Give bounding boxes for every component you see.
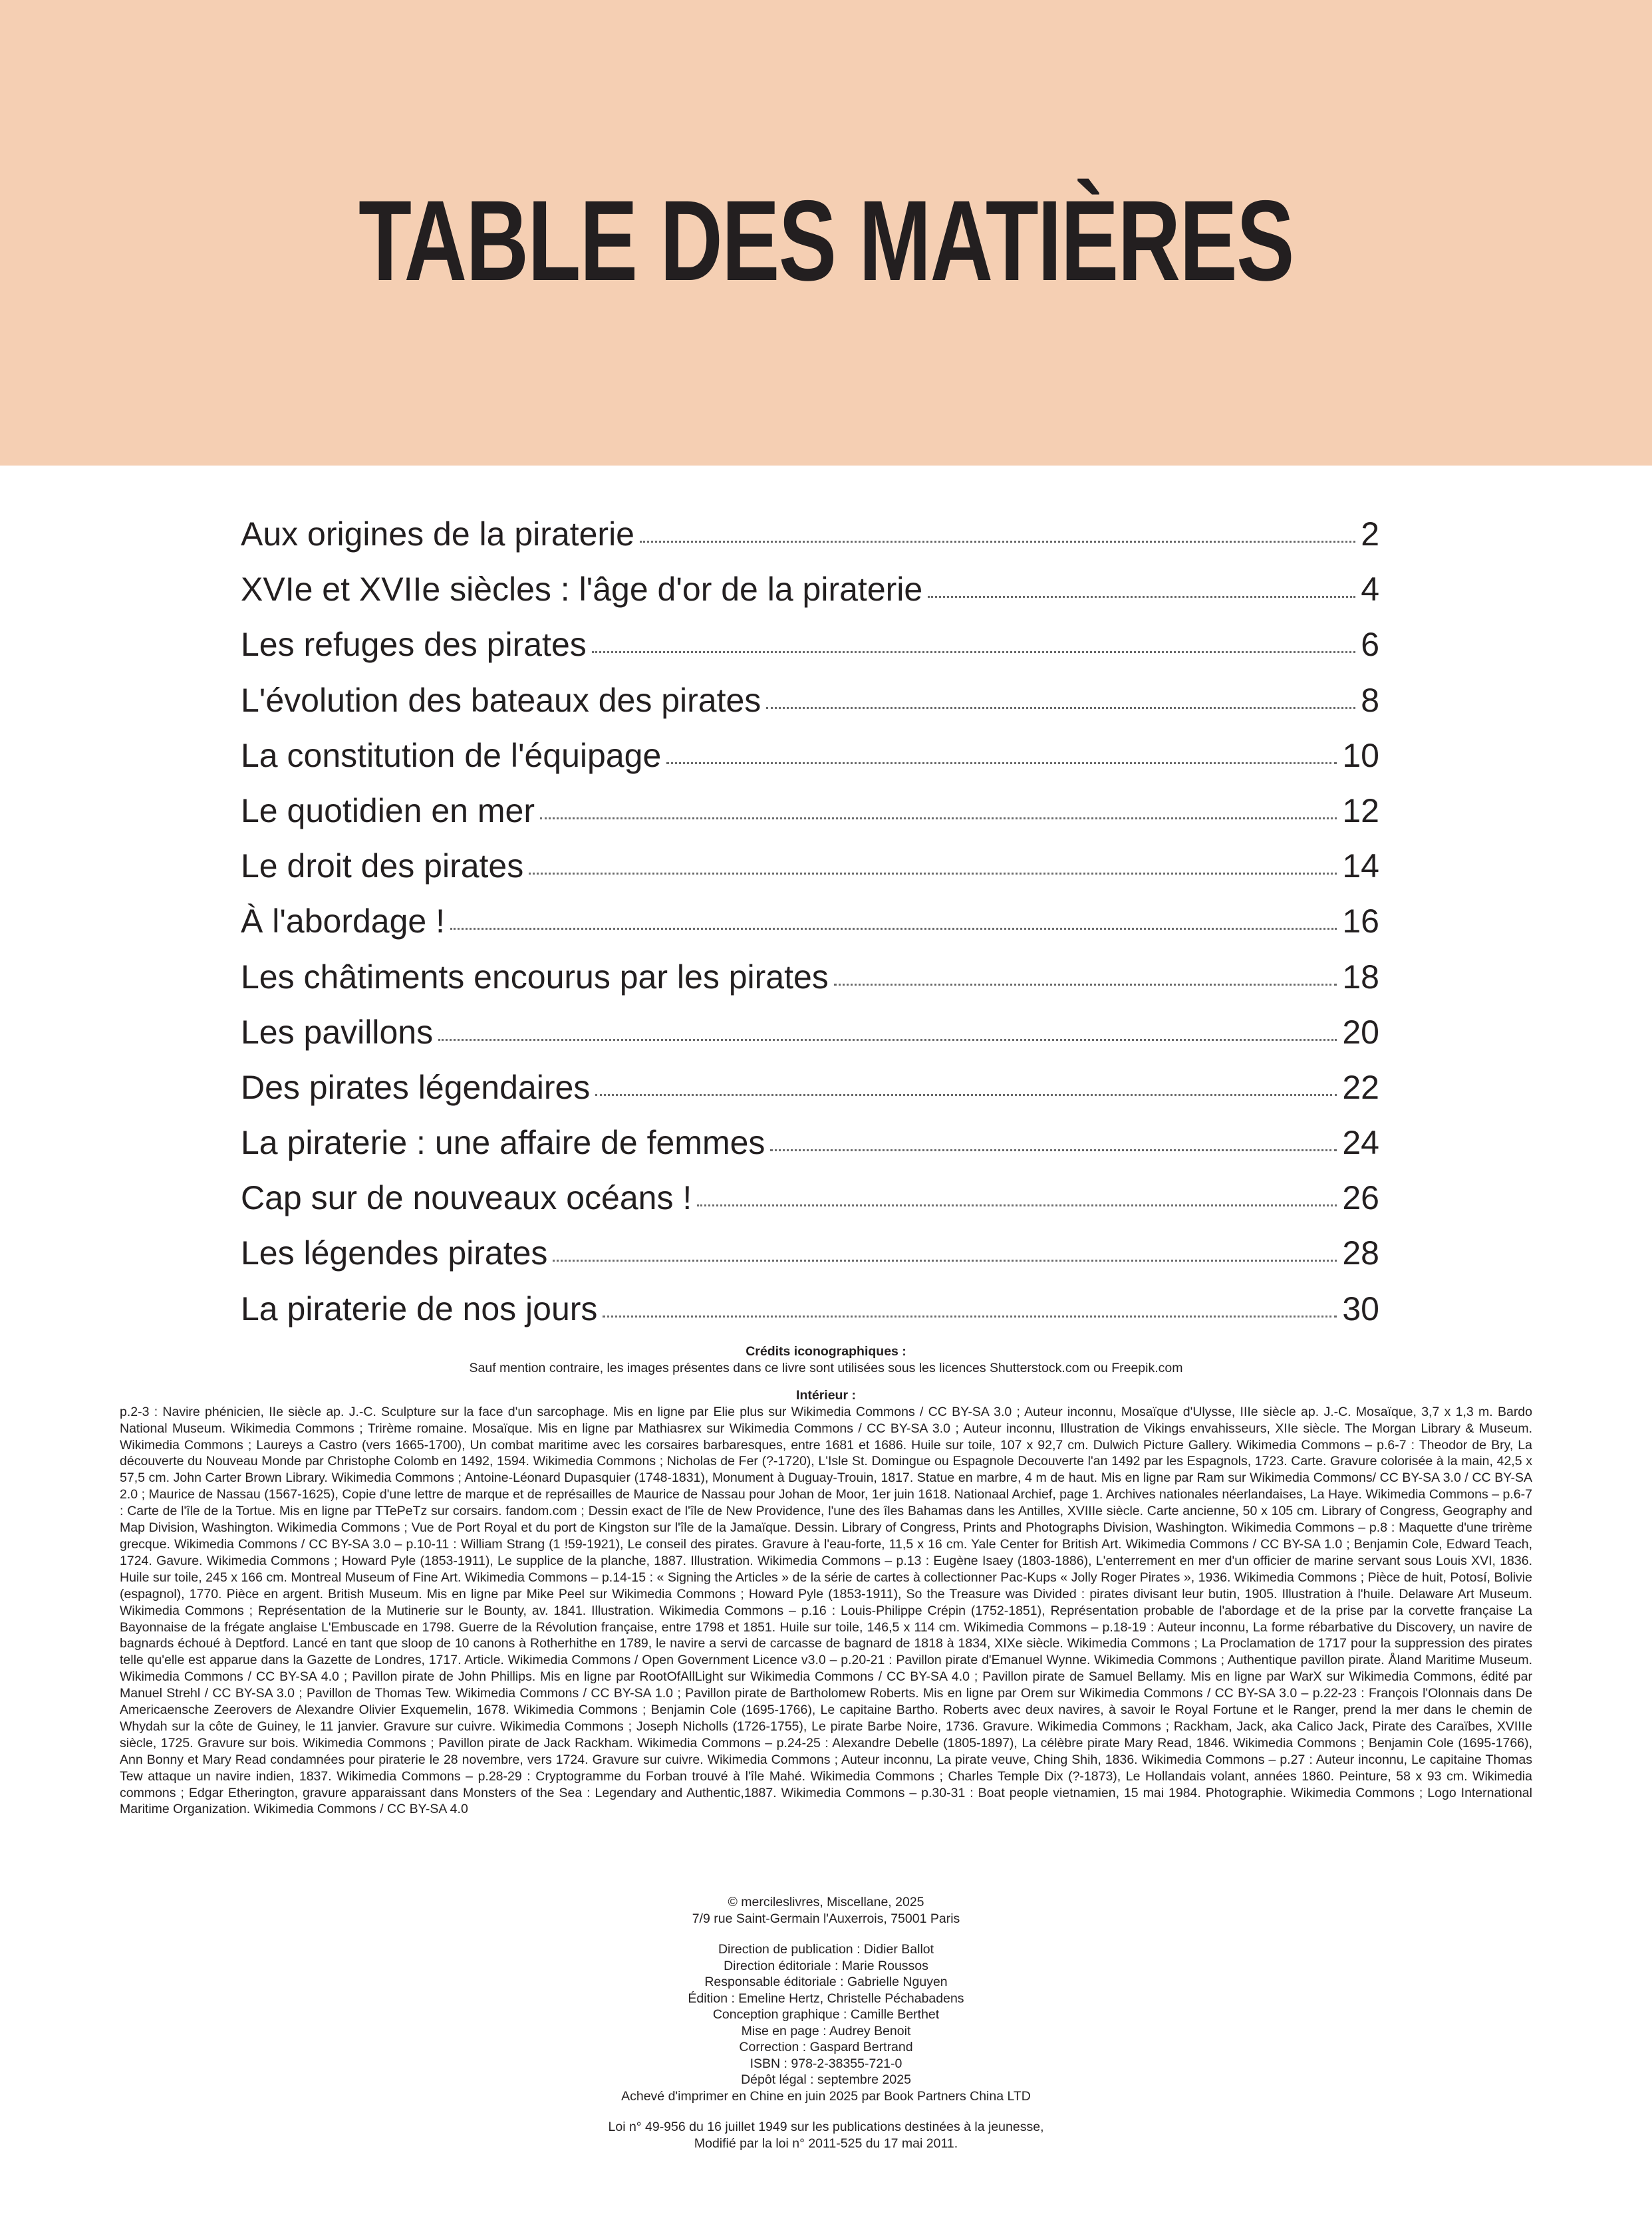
- dot-leader: [770, 1149, 1337, 1151]
- picture-credits: [120, 1343, 1532, 1818]
- toc-entry: [241, 1171, 1379, 1226]
- toc-entry: [241, 1282, 1379, 1337]
- dot-leader: [592, 651, 1355, 653]
- toc-entry-title: L'évolution des bateaux des pirates: [241, 681, 761, 719]
- dot-leader: [666, 762, 1337, 764]
- page-title: TABLE DES MATIÈRES: [358, 177, 1294, 305]
- dot-leader: [595, 1094, 1337, 1096]
- dot-leader: [928, 596, 1355, 598]
- toc-entry-page: 10: [1342, 736, 1379, 774]
- law-line: Modifié par la loi n° 2011-525 du 17 mai 2011.: [694, 2136, 958, 2151]
- toc-entry: [241, 950, 1379, 1005]
- imprint: [0, 1894, 1652, 2152]
- toc-entry: [241, 507, 1379, 562]
- toc-entry: [241, 1060, 1379, 1115]
- toc-entry-page: 12: [1342, 791, 1379, 829]
- dot-leader: [834, 984, 1337, 986]
- toc-entry-page: 4: [1361, 571, 1379, 609]
- toc-entry-title: Les légendes pirates: [241, 1234, 548, 1272]
- toc-entry-title: Aux origines de la piraterie: [241, 515, 634, 553]
- toc-entry: [241, 562, 1379, 617]
- dot-leader: [640, 541, 1355, 543]
- toc-entry: [241, 1226, 1379, 1281]
- toc-entry-page: 2: [1361, 515, 1379, 553]
- dot-leader: [540, 817, 1337, 819]
- staff-line: Direction de publication : Didier Ballot: [718, 1942, 934, 1957]
- credits-intro: Sauf mention contraire, les images présentes dans ce livre sont utilisées sous les licences Shutterstock.com ou Freepik.com: [469, 1360, 1183, 1375]
- toc-entry-title: À l'abordage !: [241, 903, 445, 940]
- legal-deposit-line: Dépôt légal : septembre 2025: [741, 2072, 911, 2087]
- toc-entry-title: Des pirates légendaires: [241, 1068, 591, 1106]
- isbn-line: ISBN : 978-2-38355-721-0: [750, 2056, 902, 2071]
- toc-entry-page: 18: [1342, 958, 1379, 996]
- toc-entry-title: Les refuges des pirates: [241, 626, 587, 664]
- toc-entry-page: 22: [1342, 1068, 1379, 1106]
- staff-line: Direction éditoriale : Marie Roussos: [724, 1958, 928, 1973]
- interior-credits-text: p.2-3 : Navire phénicien, IIe siècle ap. J.-C. Sculpture sur la face d'un sarcophage. Mis en ligne par Elie plus sur Wikimedia Commons / CC BY-SA 3.0 ; Auteur inconnu, Mosaïque d'Ulysse, IIIe siècle ap. J.-C. Mosaïque, 3,7 x 1,3 m. Bardo National Museum. Wikimedia Commons ; Trirème romaine. Mosaïque. Mis en ligne par Mathiasrex sur Wikimedia Commons / CC BY-SA 3.0 ; Auteur inconnu, Illustration de Vikings envahisseurs, XIIe siècle. The Morgan Library & Museum. Wikimedia Commons ; Laureys a Castro (vers 1665-1700), Un combat maritime avec les corsaires barbaresques, entre 1681 et 1686. Huile sur toile, 107 x 92,7 cm. Dulwich Picture Gallery. Wikimedia Commons – p.6-7 : Theodor de Bry, La découverte du Nouveau Monde par Christophe Colomb en 1492, 1594. Wikimedia Commons ; Nicholas de Fer (?-1720), L'Isle St. Domingue ou Espagnole Decouverte l'an 1492 par les Espagnols, 1723. Carte. Gravure colorisée à la main, 42,5 x 57,5 cm. John Carter Brown Library. Wikimedia Commons ; Antoine-Léonard Dupasquier (1748-1831), Monument à Duguay-Trouin, 1817. Statue en marbre, 4 m de haut. Mis en ligne par Ram sur Wikimedia Commons/ CC BY-SA 3.0 / CC BY-SA 2.0 ; Maurice de Nassau (1567-1625), Copie d'une lettre de marque et de représailles de Maurice de Nassau pour Johan de Moor, 1er juin 1618. Nationaal Archief, page 1. Archives nationales néerlandaises, La Haye. Wikimedia Commons – p.6-7 : Carte de l'île de la Tortue. Mis en ligne par TTePeTz sur corsairs. fandom.com ; Dessin exact de l'île de New Providence, l'une des îles Bahamas dans les Antilles, XVIIIe siècle. Carte ancienne, 50 x 105 cm. Library of Congress, Geography and Map Division, Washington. Wikimedia Commons ; Vue de Port Royal et du port de Kingston sur l'île de la Jamaïque. Dessin. Library of Congress, Prints and Photographs Division, Washington. Wikimedia Commons – p.8 : Maquette d'une trirème grecque. Wikimedia Commons / CC BY-SA 3.0 – p.10-11 : William Strang (1 !59-1921), Le conseil des pirates. Gravure à l'eau-forte, 11,5 x 16 cm. Yale Center for British Art. Wikimedia Commons / CC BY-SA 1.0 ; Benjamin Cole, Edward Teach, 1724. Gavure. Wikimedia Commons ; Howard Pyle (1853-1911), Le supplice de la planche, 1887. Illustration. Wikimedia Commons – p.13 : Eugène Isaey (1803-1886), L'enterrement en mer d'un officier de marine servant sous Louis XVI, 1836. Huile sur toile, 245 x 166 cm. Montreal Museum of Fine Art. Wikimedia Commons – p.14-15 : « Signing the Articles » de la série de cartes à collectionner Pac-Kups « Jolly Roger Pirates », 1936. Wikimedia Commons ; Pièce de huit, Potosí, Bolivie (espagnol), 1770. Pièce en argent. British Museum. Mis en ligne par Mike Peel sur Wikimedia Commons ; Howard Pyle (1853-1911), So the Treasure was Divided : pirates divisant leur butin, 1905. Illustration à l'huile. Delaware Art Museum. Wikimedia Commons ; Représentation de la Mutinerie sur le Bounty, av. 1841. Illustration. Wikimedia Commons – p.16 : Louis-Philippe Crépin (1752-1851), Représentation probable de l'abordage et de la prise par la corvette française La Bayonnaise de la frégate anglaise L'Embuscade en 1798. Guerre de la Révolution française, entre 1798 et 1851. Huile sur toile, 146,5 x 114 cm. Wikimedia Commons – p.18-19 : Auteur inconnu, La forme rébarbative du Discovery, un navire de bagnards échoué à Deptford. Lancé en tant que sloop de 10 canons à Rotherhithe en 1789, le navire a servi de carcasse de bagnard de 1818 à 1834, XIXe siècle. Wikimedia Commons ; La Proclamation de 1717 pour la suppression des pirates telle qu'elle est apparue dans la Gazette de Londres, 1717. Article. Wikimedia Commons / Open Government Licence v3.0 – p.20-21 : Pavillon pirate d'Emanuel Wynne. Wikimedia Commons ; Authentique pavillon pirate. Åland Maritime Museum. Wikimedia Commons / CC BY-SA 4.0 ; Pavillon pirate de John Phillips. Mis en ligne par RootOfAllLight sur Wikimedia Commons / CC BY-SA 4.0 ; Pavillon pirate de Samuel Bellamy. Mis en ligne par WarX sur Wikimedia Commons, édité par Manuel Strehl / CC BY-SA 3.0 ; Pavillon de Thomas Tew. Wikimedia Commons / CC BY-SA 1.0 ; Pavillon pirate de Bartholomew Roberts. Mis en ligne par Orem sur Wikimedia Commons / CC BY-SA 3.0 – p.22-23 : François l'Olonnais dans De Americaensche Zeerovers de Alexandre Olivier Exquemelin, 1678. Wikimedia Commons ; Benjamin Cole (1695-1766), Le capitaine Bartho. Roberts avec deux navires, à savoir le Royal Fortune et le Ranger, prend la mer dans le chemin de Whydah sur la côte de Guiney, le 11 janvier. Gravure sur cuivre. Wikimedia Commons ; Joseph Nicholls (1726-1755), Le pirate Barbe Noire, 1736. Gravure. Wikimedia Commons ; Rackham, Jack, aka Calico Jack, Pirate des Caraïbes, XVIIIe siècle, 1725. Gravure sur bois. Wikimedia Commons ; Pavillon pirate de Jack Rackham. Wikimedia Commons – p.24-25 : Alexandre Debelle (1805-1897), La célèbre pirate Mary Read, 1846. Wikimedia Commons ; Benjamin Cole (1695-1766), Ann Bonny et Mary Read condamnées pour piraterie le 28 novembre, vers 1724. Gravure sur cuivre. Wikimedia Commons ; Auteur inconnu, La pirate veuve, Ching Shih, 1836. Wikimedia Commons – p.27 : Auteur inconnu, Le capitaine Thomas Tew attaque un navire indien, 1837. Wikimedia Commons – p.28-29 : Cryptogramme du Forban trouvé à l'île Mahé. Wikimedia Commons ; Charles Temple Dix (?-1873), Le Hollandais volant, années 1860. Peinture, 58 x 93 cm. Wikimedia commons ; Edgar Etherington, gravure apparaissant dans Monsters of the Sea : Legendary and Authentic,1887. Wikimedia Commons – p.30-31 : Boat people vietnamien, 15 mai 1984. Photographie. Wikimedia Commons ; Logo International Maritime Organization. Wikimedia Commons / CC BY-SA 4.0: [120, 1404, 1532, 1817]
- toc-entry-page: 26: [1342, 1179, 1379, 1217]
- staff-line: Conception graphique : Camille Berthet: [712, 2007, 940, 2022]
- toc-entry-page: 16: [1342, 903, 1379, 940]
- toc-entry-title: Les pavillons: [241, 1013, 434, 1051]
- printing-line: Achevé d'imprimer en Chine en juin 2025 par Book Partners China LTD: [621, 2088, 1031, 2104]
- dot-leader: [553, 1260, 1337, 1262]
- toc-entry: [241, 728, 1379, 783]
- toc-entry-page: 30: [1342, 1290, 1379, 1327]
- staff-line: Mise en page : Audrey Benoit: [741, 2023, 911, 2038]
- interior-heading: Intérieur :: [796, 1387, 856, 1403]
- dot-leader: [438, 1039, 1337, 1041]
- toc-entry-title: La piraterie de nos jours: [241, 1290, 598, 1327]
- table-of-contents: [241, 507, 1379, 1337]
- dot-leader: [603, 1316, 1337, 1318]
- toc-entry: [241, 673, 1379, 728]
- law-line: Loi n° 49-956 du 16 juillet 1949 sur les publications destinées à la jeunesse,: [608, 2120, 1044, 2134]
- toc-entry-page: 24: [1342, 1124, 1379, 1162]
- dot-leader: [697, 1204, 1337, 1206]
- toc-entry-page: 6: [1361, 626, 1379, 664]
- toc-entry-page: 8: [1361, 681, 1379, 719]
- dot-leader: [529, 873, 1337, 875]
- toc-entry-page: 20: [1342, 1013, 1379, 1051]
- header-band: [0, 0, 1652, 466]
- staff-line: Responsable éditoriale : Gabrielle Nguyen: [704, 1975, 948, 1989]
- toc-entry-title: Le quotidien en mer: [241, 791, 535, 829]
- toc-entry-title: XVIe et XVIIe siècles : l'âge d'or de la piraterie: [241, 571, 923, 609]
- dot-leader: [450, 928, 1337, 930]
- toc-entry-page: 28: [1342, 1234, 1379, 1272]
- toc-entry-title: Cap sur de nouveaux océans !: [241, 1179, 692, 1217]
- publisher-address: 7/9 rue Saint-Germain l'Auxerrois, 75001 Paris: [692, 1911, 960, 1926]
- toc-entry: [241, 839, 1379, 894]
- staff-line: Correction : Gaspard Bertrand: [739, 2040, 913, 2054]
- toc-entry-title: Les châtiments encourus par les pirates: [241, 958, 829, 996]
- dot-leader: [766, 707, 1355, 709]
- credits-heading: Crédits iconographiques :: [746, 1344, 906, 1359]
- toc-entry-page: 14: [1342, 847, 1379, 885]
- toc-entry: [241, 783, 1379, 839]
- toc-entry-title: La piraterie : une affaire de femmes: [241, 1124, 765, 1162]
- staff-line: Édition : Emeline Hertz, Christelle Péchabadens: [688, 1991, 964, 2006]
- toc-entry: [241, 894, 1379, 949]
- toc-entry: [241, 1115, 1379, 1171]
- copyright-line: © mercileslivres, Miscellane, 2025: [728, 1895, 924, 1909]
- toc-entry: [241, 1005, 1379, 1060]
- toc-entry-title: La constitution de l'équipage: [241, 736, 662, 774]
- toc-entry: [241, 617, 1379, 672]
- toc-entry-title: Le droit des pirates: [241, 847, 524, 885]
